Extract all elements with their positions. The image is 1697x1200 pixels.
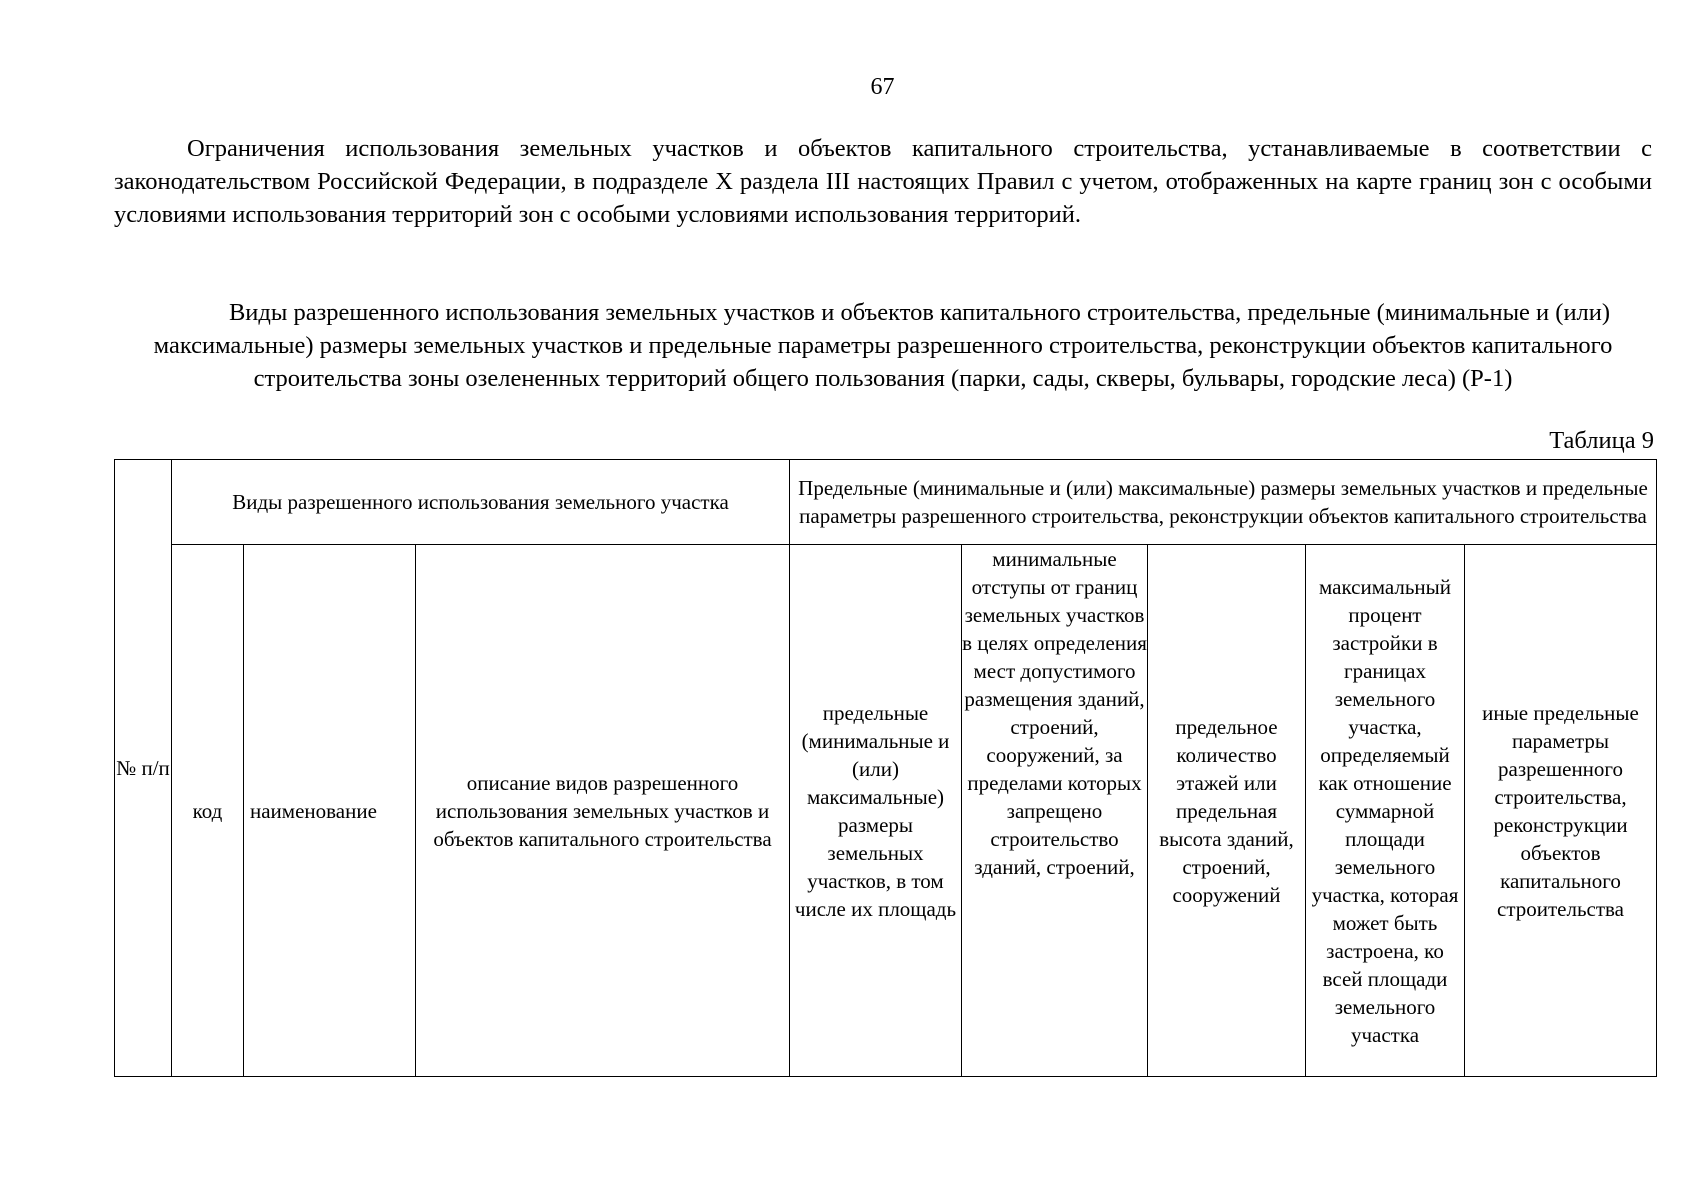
header-group-permitted-use: Виды разрешенного использования земельного участка: [172, 460, 790, 545]
table-title: Виды разрешенного использования земельных участков и объектов капитального строительства, предельные (минимальные и (или) максимальные) размеры земельных участков и предельные параметры разрешенного строительства, реконструкции объектов капитального строительства зоны озелененных территорий общего пользования (парки, сады, скверы, бульвары, городские леса) (Р-1): [153, 299, 1613, 392]
intro-paragraph: Ограничения использования земельных участков и объектов капитального строительства, устанавливаемые в соответствии с законодательством Российской Федерации, в подразделе X раздела III настоящих Правил с учетом, отображенных на карте границ зон с особыми условиями использования территорий зон с особыми условиями использования территорий.: [114, 135, 1652, 228]
header-floors: предельное количество этажей или предельная высота зданий, строений, сооружений: [1148, 545, 1306, 1077]
header-name: наименование: [244, 545, 416, 1077]
header-group-limits: Предельные (минимальные и (или) максимальные) размеры земельных участков и предельные параметры разрешенного строительства, реконструкции объектов капитального строительства: [790, 460, 1657, 545]
table-caption: Таблица 9: [1549, 427, 1654, 454]
permitted-use-table: [114, 459, 1657, 1077]
header-other: иные предельные параметры разрешенного строительства, реконструкции объектов капитального строительства: [1465, 545, 1657, 1077]
header-setbacks-text: минимальные отступы от границ земельных участков в целях определения мест допустимого размещения зданий, строений, сооружений, за пределами которых запрещено строительство зданий, строений,: [962, 547, 1147, 879]
header-setbacks: [962, 545, 1148, 1077]
header-description: описание видов разрешенного использования земельных участков и объектов капитального строительства: [416, 545, 790, 1077]
header-num: № п/п: [115, 460, 172, 1077]
header-code: код: [172, 545, 244, 1077]
header-plot-size: предельные (минимальные и (или) максимальные) размеры земельных участков, в том числе их площадь: [790, 545, 962, 1077]
header-coverage: максимальный процент застройки в границах земельного участка, определяемый как отношение суммарной площади земельного участка, которая может быть застроена, ко всей площади земельного участка: [1306, 545, 1465, 1077]
page-number: 67: [870, 74, 895, 100]
